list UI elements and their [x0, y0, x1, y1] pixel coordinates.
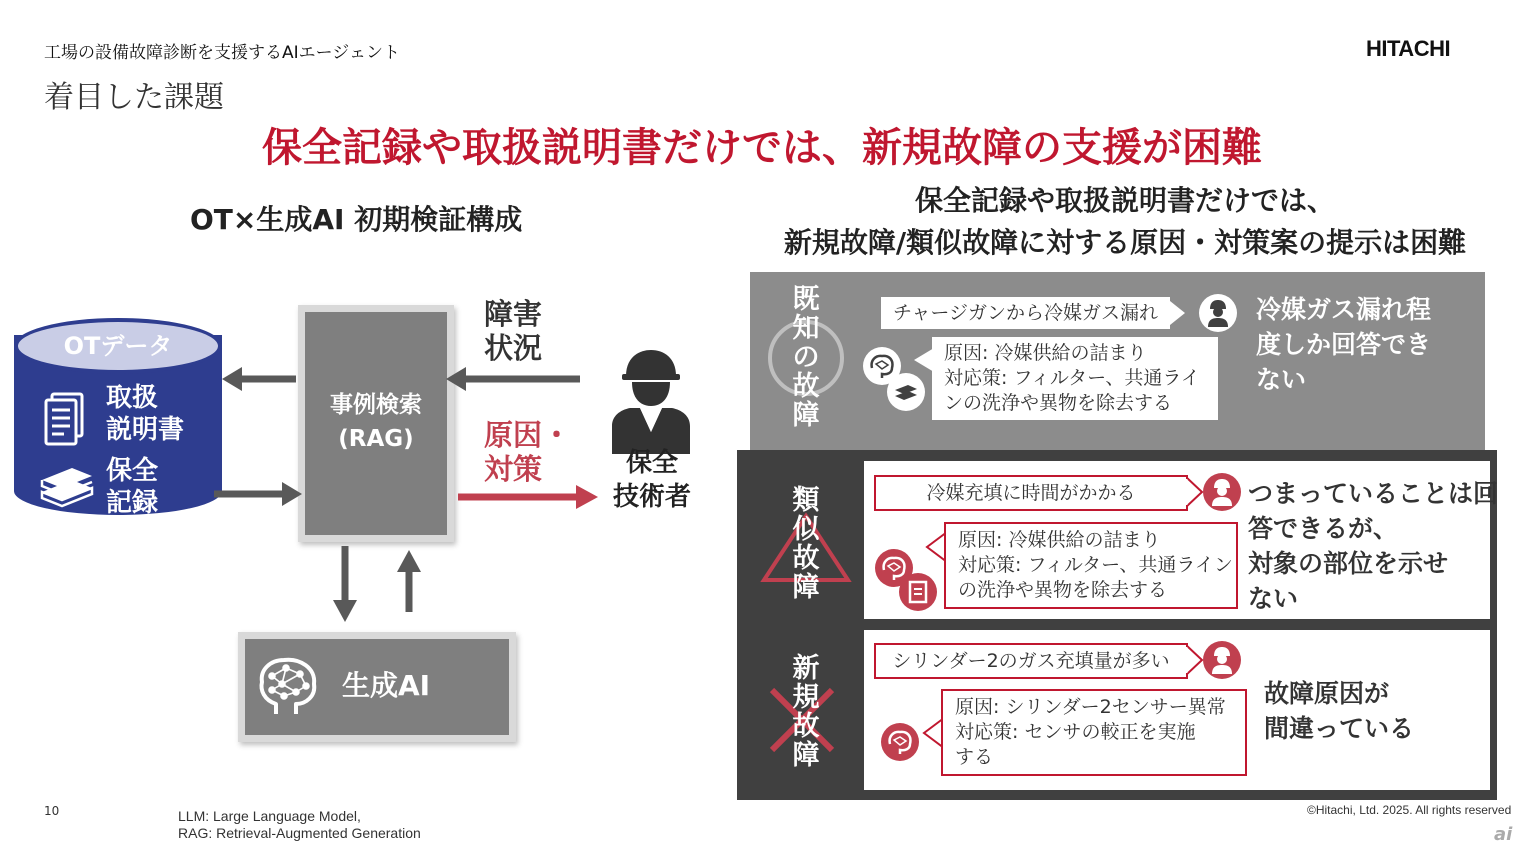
engineer-label: 保全 技術者 [612, 448, 691, 512]
headline: 保全記録や取扱説明書だけでは、新規故障の支援が困難 [262, 125, 1262, 171]
known-fault-answer: 原因: 冷媒供給の詰まり 対応策: フィルター、共通ライ ンの洗浄や異物を除去する [932, 337, 1218, 420]
worker-avatar-icon [1202, 640, 1242, 680]
rag-label: 事例検索 (RAG) [330, 392, 422, 452]
new-fault-question: シリンダー2のガス充填量が多い [874, 643, 1188, 679]
manual-label: 取扱 説明書 [106, 383, 185, 445]
genai-label: 生成AI [342, 669, 431, 702]
right-section-title: 保全記録や取扱説明書だけでは、 新規故障/類似故障に対する原因・対策案の提示は困難 [783, 184, 1467, 259]
new-fault-answer: 原因: シリンダー2センサー異常 対応策: センサの較正を実施 する [941, 689, 1247, 776]
worker-avatar-icon [1198, 293, 1238, 333]
page-number: 10 [44, 804, 60, 818]
clipboard-icon [898, 572, 938, 612]
watermark: ai [1494, 824, 1513, 845]
books-stack-icon [886, 372, 926, 412]
cause-countermeasure-label: 原因・ 対策 [484, 418, 572, 486]
new-fault-label: 新規故障 [792, 653, 820, 771]
known-fault-question: チャージガンから冷媒ガス漏れ [881, 297, 1170, 329]
record-label: 保全 記録 [106, 456, 159, 518]
answer-pointer [914, 348, 934, 372]
worker-avatar-icon [1202, 472, 1242, 512]
similar-fault-answer: 原因: 冷媒供給の詰まり 対応策: フィルター、共通ライン の洗浄や異物を除去する [944, 522, 1238, 609]
slide-title: 着目した課題 [44, 80, 224, 115]
similar-fault-question: 冷媒充填に時間がかかる [874, 475, 1188, 511]
engineer-icon [606, 346, 696, 456]
similar-fault-result: つまっていることは回 答できるが、 対象の部位を示せ ない [1248, 479, 1499, 613]
brain-icon [880, 722, 920, 762]
new-fault-result: 故障原因が 間違っている [1264, 679, 1415, 743]
fault-status-label: 障害 状況 [484, 297, 543, 365]
left-section-title: OT×生成AI 初期検証構成 [190, 203, 523, 236]
ot-data-label: OTデータ [63, 332, 173, 360]
known-fault-label: 既知の故障 [792, 284, 820, 431]
supertitle: 工場の設備故障診断を支援するAIエージェント [44, 43, 400, 63]
copyright: ©Hitachi, Ltd. 2025. All rights reserved [1307, 803, 1512, 817]
hitachi-logo: HITACHI [1366, 36, 1451, 61]
footnote: LLM: Large Language Model, RAG: Retrieval-Augmented Generation [178, 808, 421, 841]
similar-fault-label: 類似故障 [792, 485, 820, 603]
callout-pointer [1165, 297, 1187, 329]
known-fault-result: 冷媒ガス漏れ程 度しか回答でき ない [1256, 295, 1432, 394]
